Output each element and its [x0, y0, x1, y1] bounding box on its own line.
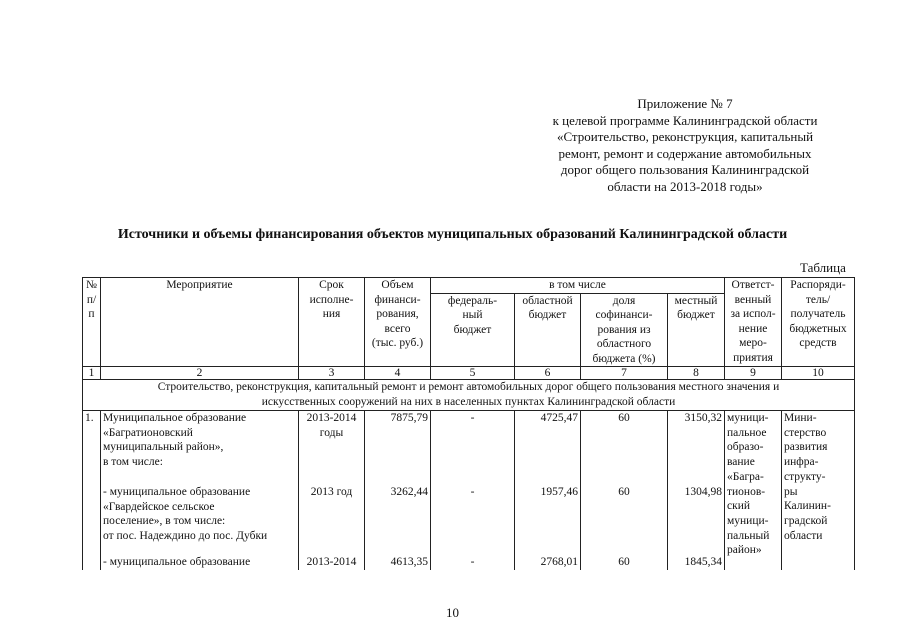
- volume-sub2: 4613,35: [390, 556, 428, 568]
- header-regional: областной бюджет: [515, 293, 581, 367]
- event-sub: - муниципальное образование «Гвардейское сельское поселение», в том числе: от пос. Надеждино до пос. Дубки: [103, 486, 268, 542]
- regional-sub: 1957,46: [540, 486, 578, 498]
- column-number: 4: [365, 367, 431, 380]
- column-number: 10: [782, 367, 855, 380]
- federal-sub: -: [470, 486, 475, 498]
- appendix-block: [520, 96, 850, 195]
- row-event: [101, 411, 299, 570]
- column-number: 5: [431, 367, 515, 380]
- term-main: 2013-2014 годы: [306, 412, 357, 439]
- section-row: [83, 380, 855, 411]
- appendix-line: «Строительство, реконструкция, капитальный: [556, 129, 814, 144]
- header-row: [83, 278, 855, 294]
- appendix-line: дорог общего пользования Калининградской: [560, 162, 810, 177]
- volume-sub: 3262,44: [390, 486, 428, 498]
- header-local: местный бюджет: [668, 293, 725, 367]
- financing-table: [82, 277, 855, 570]
- document-title: Источники и объемы финансирования объектов муниципальных образований Калининградской области: [117, 227, 788, 242]
- share-main: 60: [618, 412, 630, 424]
- event-main: Муниципальное образование «Багратионовский муниципальный район», в том числе:: [103, 412, 247, 468]
- share-sub2: 60: [618, 556, 630, 568]
- appendix-line: Приложение № 7: [637, 96, 733, 111]
- table-row: [83, 411, 855, 570]
- appendix-line: области на 2013-2018 годы»: [607, 178, 763, 194]
- row-manager: Мини- стерство развития инфра- структу- ры Калинин- градской области: [782, 411, 855, 570]
- row-regional: [515, 411, 581, 570]
- term-sub2: 2013-2014: [306, 556, 357, 568]
- appendix-line: ремонт, ремонт и содержание автомобильных: [558, 145, 812, 161]
- header-federal: федераль- ный бюджет: [431, 293, 515, 367]
- header-share: доля софинанси- рования из областного бюджета (%): [581, 293, 668, 367]
- header-event: Мероприятие: [101, 278, 299, 367]
- row-term: [299, 411, 365, 570]
- row-num: 1.: [83, 411, 101, 570]
- row-federal: [431, 411, 515, 570]
- share-sub: 60: [618, 486, 630, 498]
- row-share: [581, 411, 668, 570]
- local-sub: 1304,98: [684, 486, 722, 498]
- column-number: 2: [101, 367, 299, 380]
- column-numbers-row: [83, 367, 855, 380]
- header-volume: Объем финанси- рования, всего (тыс. руб.): [365, 278, 431, 367]
- header-responsible: Ответст- венный за испол- нение меро- приятия: [725, 278, 782, 367]
- federal-main: -: [470, 412, 475, 424]
- section-title: Строительство, реконструкция, капитальный ремонт и ремонт автомобильных дорог общего пользования местного значения и искусственных сооружений на них в населенных пунктах Калининградской области: [83, 380, 855, 411]
- header-including: в том числе: [431, 278, 725, 294]
- column-number: 1: [83, 367, 101, 380]
- event-sub2: - муниципальное образование: [103, 556, 251, 568]
- header-num: № п/п: [83, 278, 101, 367]
- regional-sub2: 2768,01: [540, 556, 578, 568]
- row-local: [668, 411, 725, 570]
- column-number: 7: [581, 367, 668, 380]
- term-sub: 2013 год: [310, 486, 353, 498]
- column-number: 8: [668, 367, 725, 380]
- header-term: Срок исполне- ния: [299, 278, 365, 367]
- volume-main: 7875,79: [390, 412, 428, 424]
- federal-sub2: -: [470, 556, 475, 568]
- table-label: Таблица: [800, 260, 846, 275]
- row-responsible: муници- пальное образо- вание «Багра- тионов- ский муници- пальный район»: [725, 411, 782, 570]
- column-number: 9: [725, 367, 782, 380]
- local-sub2: 1845,34: [684, 556, 722, 568]
- header-manager: Распоряди- тель/ получатель бюджетных средств: [782, 278, 855, 367]
- page-number: 10: [446, 605, 459, 620]
- local-main: 3150,32: [684, 412, 722, 424]
- regional-main: 4725,47: [540, 412, 578, 424]
- column-number: 3: [299, 367, 365, 380]
- row-volume: [365, 411, 431, 570]
- appendix-line: к целевой программе Калининградской области: [552, 112, 818, 128]
- column-number: 6: [515, 367, 581, 380]
